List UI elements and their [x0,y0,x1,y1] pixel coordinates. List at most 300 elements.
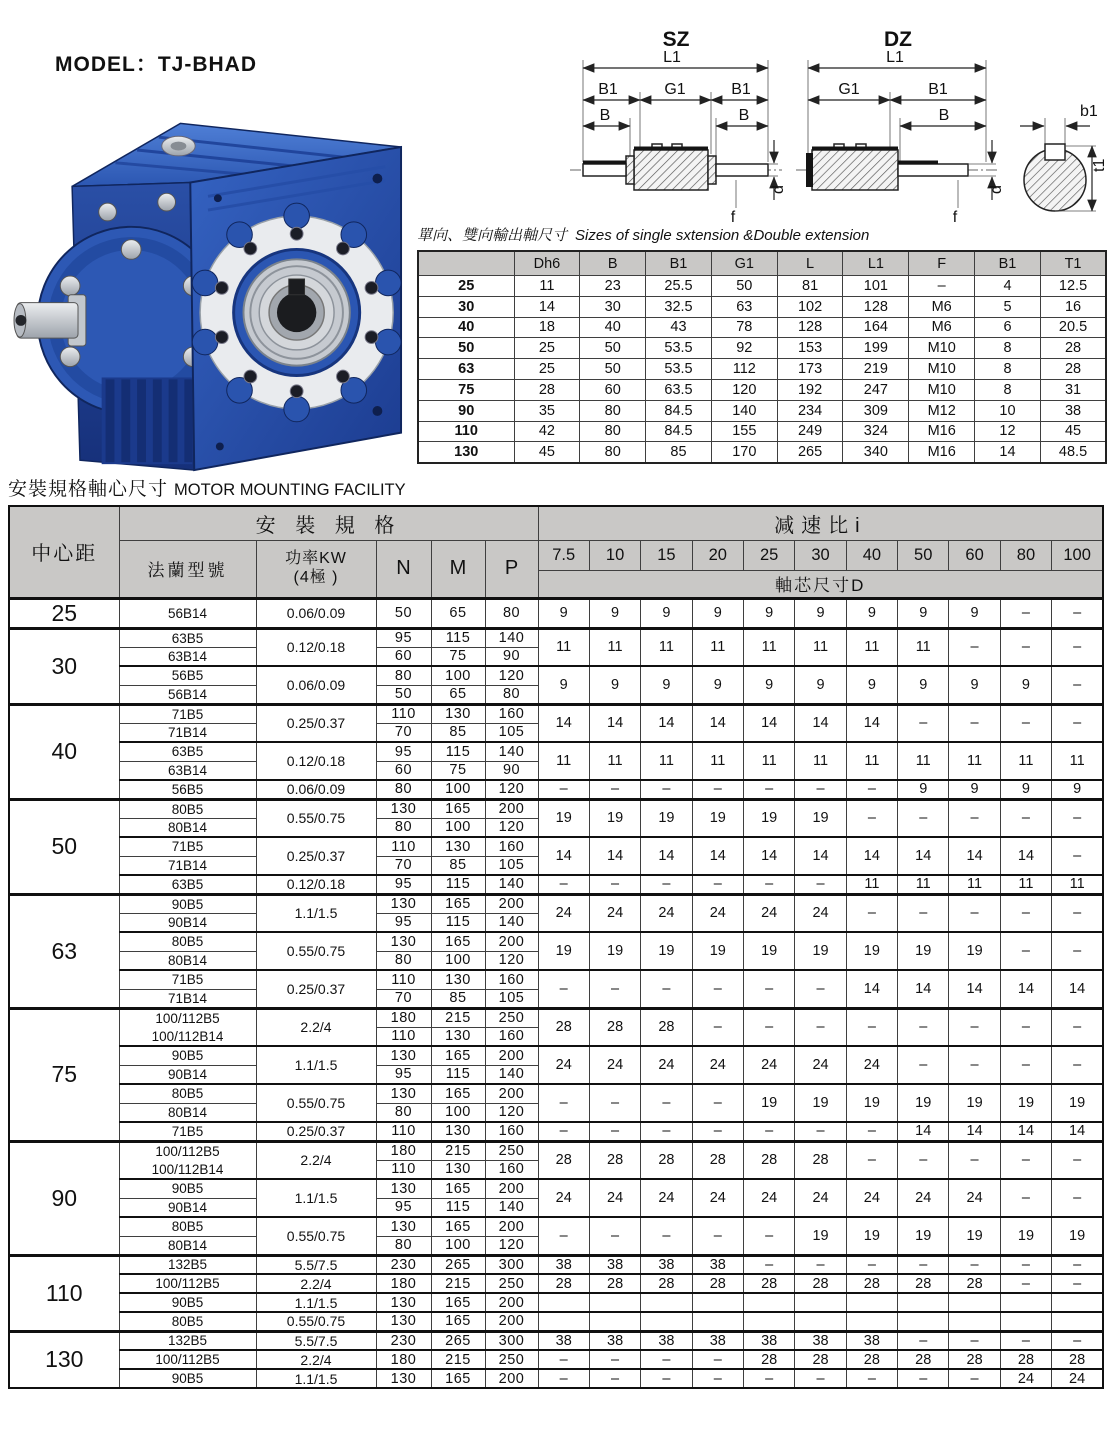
shaft-d-cell: 19 [1000,1217,1051,1255]
p-cell: 250 [485,1141,538,1160]
dim-cell: 11 [514,276,580,297]
p-cell: 160 [485,1027,538,1046]
shaft-d-cell: – [1052,932,1103,970]
m-cell: 100 [431,818,485,837]
dim-label-f: f [730,209,736,226]
n-cell: 95 [376,875,431,894]
p-cell: 120 [485,1103,538,1122]
shaft-d-cell: 28 [795,1350,846,1369]
p-cell: 200 [485,1312,538,1331]
dim-col-header: B1 [646,251,712,276]
dim-cell: 53.5 [646,338,712,359]
col-header-flange-type: 法蘭型號 [119,540,256,598]
p-cell: 90 [485,647,538,666]
shaft-d-cell: 38 [589,1255,640,1274]
col-header-center-distance: 中心距 [9,506,119,598]
shaft-d-cell: 14 [1000,1122,1051,1141]
power-kw-cell: 2.2/4 [256,1141,376,1179]
m-cell: 215 [431,1274,485,1293]
dim-label-l1: L1 [663,49,681,66]
dim-cell: 78 [711,317,777,338]
shaft-d-cell: 28 [538,1141,589,1179]
shaft-d-cell: 9 [641,598,692,628]
dim-row-label: 30 [418,296,514,317]
dim-cell: 5 [975,296,1041,317]
shaft-d-cell: – [1052,666,1103,704]
shaft-d-cell: – [641,780,692,799]
center-distance-cell: 40 [9,704,119,799]
shaft-d-cell: – [641,1369,692,1388]
dim-row-label: 75 [418,379,514,400]
shaft-d-cell: 24 [692,1179,743,1217]
dim-row [418,400,1106,421]
mounting-table-row [9,970,1103,989]
col-header-shaft-size-d: 軸芯尺寸D [538,570,1103,598]
power-kw-cell: 1.1/1.5 [256,894,376,932]
dim-cell: 28 [514,379,580,400]
shaft-d-cell: 24 [743,1046,794,1084]
shaft-d-cell: 24 [538,1046,589,1084]
shaft-d-cell: – [589,1084,640,1122]
power-kw-cell: 0.25/0.37 [256,1122,376,1141]
n-cell: 70 [376,723,431,742]
shaft-d-cell: 38 [538,1255,589,1274]
flange-type-cell: 63B14 [119,761,256,780]
shaft-d-cell: – [743,1369,794,1388]
dim-cell: 35 [514,400,580,421]
m-cell: 100 [431,1103,485,1122]
shaft-d-cell [589,1293,640,1312]
p-cell: 200 [485,1217,538,1236]
shaft-d-cell: 11 [846,742,897,780]
mounting-table-row [9,1122,1103,1141]
shaft-d-cell: 24 [949,1179,1000,1217]
flange-type-cell: 80B14 [119,1103,256,1122]
ratio-col-header: 15 [641,540,692,570]
p-cell: 160 [485,1160,538,1179]
shaft-d-cell: 14 [743,837,794,875]
p-cell: 80 [485,685,538,704]
n-cell: 180 [376,1008,431,1027]
dim-label-g1: G1 [838,81,860,98]
flange-type-cell: 71B14 [119,989,256,1008]
dim-cell: 25.5 [646,276,712,297]
shaft-d-cell: 19 [898,932,949,970]
shaft-d-cell: – [589,1369,640,1388]
col-header-m: M [431,540,485,598]
shaft-d-cell: 28 [692,1274,743,1293]
shaft-d-cell: 24 [538,894,589,932]
shaft-d-cell: – [692,1084,743,1122]
n-cell: 95 [376,628,431,647]
shaft-d-cell: 11 [795,628,846,666]
shaft-d-cell: – [795,970,846,1008]
shaft-d-cell: 14 [1052,1122,1103,1141]
n-cell: 110 [376,970,431,989]
shaft-d-cell [1000,1293,1051,1312]
shaft-d-cell: 19 [795,1217,846,1255]
n-cell: 80 [376,1103,431,1122]
shaft-d-cell: 14 [898,970,949,1008]
flange-type-cell: 80B5 [119,932,256,951]
shaft-d-cell: – [1052,1274,1103,1293]
shaft-d-cell: – [692,1369,743,1388]
shaft-d-cell: 11 [743,742,794,780]
n-cell: 180 [376,1274,431,1293]
mounting-table-row [9,1331,1103,1350]
shaft-d-cell: 19 [898,1217,949,1255]
shaft-d-cell: 19 [538,932,589,970]
dim-cell: 102 [777,296,843,317]
shaft-d-cell: 11 [1052,742,1103,780]
dim-cell: 16 [1040,296,1106,317]
shaft-d-cell: 28 [641,1141,692,1179]
dim-row [418,359,1106,380]
dim-cell: 247 [843,379,909,400]
shaft-d-cell: – [743,1217,794,1255]
shaft-d-cell: 19 [846,932,897,970]
shaft-d-cell: 11 [641,628,692,666]
dim-cell: 10 [975,400,1041,421]
mounting-table-row [9,1179,1103,1198]
shaft-d-cell [795,1312,846,1331]
n-cell: 80 [376,1236,431,1255]
shaft-d-cell: 14 [641,837,692,875]
m-cell: 75 [431,761,485,780]
m-cell: 215 [431,1008,485,1027]
shaft-d-cell: 19 [846,1084,897,1122]
shaft-d-cell: 38 [589,1331,640,1350]
shaft-d-cell: – [949,628,1000,666]
flange-type-cell: 80B5 [119,1312,256,1331]
shaft-d-cell: – [1000,799,1051,837]
dim-cell: 80 [580,442,646,463]
dim-cell: 40 [580,317,646,338]
power-kw-cell: 0.55/0.75 [256,1217,376,1255]
n-cell: 70 [376,856,431,875]
dim-col-header: G1 [711,251,777,276]
p-cell: 105 [485,723,538,742]
dim-label-f: f [952,209,958,226]
shaft-d-cell [589,1312,640,1331]
dim-corner-cell [418,251,514,276]
shaft-d-cell: 24 [795,1046,846,1084]
shaft-d-cell: 19 [589,932,640,970]
ratio-col-header: 50 [898,540,949,570]
shaft-d-cell: 38 [641,1331,692,1350]
center-distance-cell: 63 [9,894,119,1008]
shaft-d-cell: 11 [846,628,897,666]
shaft-d-cell: 14 [538,704,589,742]
shaft-d-cell: – [538,1350,589,1369]
shaft-d-cell: – [898,704,949,742]
shaft-d-cell: – [1052,1141,1103,1179]
shaft-d-cell: 11 [692,742,743,780]
dim-row-label: 130 [418,442,514,463]
shaft-d-cell: 9 [641,666,692,704]
flange-type-cell: 80B5 [119,1084,256,1103]
power-kw-cell: 0.55/0.75 [256,932,376,970]
shaft-d-cell: – [949,1369,1000,1388]
shaft-d-cell: – [846,894,897,932]
mounting-table-row [9,799,1103,818]
shaft-d-cell: – [641,875,692,894]
ratio-col-header: 80 [1000,540,1051,570]
flange-type-cell: 90B5 [119,1179,256,1198]
shaft-d-cell: 19 [743,799,794,837]
mounting-table-row [9,1293,1103,1312]
shaft-d-cell: – [898,799,949,837]
col-header-power-kw: 功率KW (4極 ) [256,540,376,598]
shaft-d-cell: 24 [538,1179,589,1217]
flange-type-cell: 63B5 [119,742,256,761]
shaft-d-cell: 9 [743,598,794,628]
dim-cell: M16 [909,421,975,442]
output-bearing [234,249,360,375]
shaft-d-cell: – [1052,1008,1103,1046]
dim-cell: 120 [711,379,777,400]
oil-plug [162,136,195,156]
n-cell: 110 [376,1160,431,1179]
shaft-d-cell: – [1052,628,1103,666]
shaft-d-cell [641,1312,692,1331]
shaft-d-cell: – [898,894,949,932]
shaft-d-cell: – [641,1084,692,1122]
shaft-d-cell: 11 [538,628,589,666]
m-cell: 165 [431,1084,485,1103]
shaft-d-cell: 24 [589,894,640,932]
n-cell: 130 [376,932,431,951]
shaft-d-cell [898,1293,949,1312]
dim-cell: 25 [514,338,580,359]
shaft-d-cell [692,1293,743,1312]
n-cell: 60 [376,761,431,780]
shaft-d-cell: – [538,1369,589,1388]
shaft-d-cell: – [846,799,897,837]
shaft-d-cell: – [1000,704,1051,742]
p-cell: 250 [485,1350,538,1369]
m-cell: 100 [431,951,485,970]
dim-cell: 84.5 [646,421,712,442]
shaft-d-cell: 14 [1052,970,1103,1008]
m-cell: 165 [431,932,485,951]
dim-col-header: L [777,251,843,276]
p-cell: 200 [485,1369,538,1388]
shaft-d-cell: 38 [692,1331,743,1350]
shaft-d-cell: 14 [898,1122,949,1141]
p-cell: 105 [485,989,538,1008]
dim-row [418,421,1106,442]
dim-cell: 50 [711,276,777,297]
dim-col-header: B [580,251,646,276]
dim-label-b1: B1 [598,81,618,98]
dim-cell: 80 [580,421,646,442]
shaft-d-cell: – [589,1217,640,1255]
dim-cell: 249 [777,421,843,442]
shaft-d-cell: 11 [641,742,692,780]
shaft-d-cell: – [795,780,846,799]
model-title: MODEL：TJ-BHAD [55,53,257,76]
flange-type-cell: 63B5 [119,628,256,647]
n-cell: 110 [376,837,431,856]
shaft-d-cell: 28 [846,1274,897,1293]
flange-type-cell: 80B14 [119,1236,256,1255]
power-kw-cell: 1.1/1.5 [256,1293,376,1312]
dim-label-d: d [988,185,1005,194]
center-distance-cell: 50 [9,799,119,894]
shaft-d-cell: 24 [1000,1369,1051,1388]
shaft-d-cell: 19 [949,1084,1000,1122]
dim-cell: 25 [514,359,580,380]
shaft-d-cell: – [1000,628,1051,666]
shaft-d-cell: 11 [538,742,589,780]
dim-cell: 164 [843,317,909,338]
m-cell: 100 [431,1236,485,1255]
shaft-d-cell: – [795,1255,846,1274]
p-cell: 200 [485,1046,538,1065]
mounting-table-row [9,1217,1103,1236]
shaft-d-cell: – [692,1217,743,1255]
dim-row [418,338,1106,359]
shaft-d-cell: – [589,780,640,799]
ratio-col-header: 10 [589,540,640,570]
shaft-d-cell [1052,1312,1103,1331]
shaft-d-cell: 28 [589,1274,640,1293]
shaft-d-cell: 9 [795,598,846,628]
m-cell: 265 [431,1255,485,1274]
dim-cell: 6 [975,317,1041,338]
shaft-d-cell: – [1000,1331,1051,1350]
shaft-d-cell: 19 [898,1084,949,1122]
shaft-d-cell: 14 [743,704,794,742]
dim-cell: 81 [777,276,843,297]
m-cell: 165 [431,1217,485,1236]
dim-cell: 42 [514,421,580,442]
mounting-table-row [9,704,1103,723]
shaft-d-cell: 19 [795,1084,846,1122]
shaft-d-cell: 19 [641,932,692,970]
center-distance-cell: 130 [9,1331,119,1388]
dim-cell: 12 [975,421,1041,442]
shaft-d-cell: 24 [743,1179,794,1217]
shaft-d-cell: – [846,1141,897,1179]
m-cell: 165 [431,894,485,913]
dim-cell: M12 [909,400,975,421]
shaft-d-cell: – [641,1217,692,1255]
shaft-d-cell: 28 [743,1350,794,1369]
shaft-d-cell: – [692,1350,743,1369]
flange-type-cell: 132B5 [119,1255,256,1274]
dim-cell: 8 [975,379,1041,400]
dim-cell: 32.5 [646,296,712,317]
shaft-d-cell: – [538,1217,589,1255]
dim-cell: 50 [580,359,646,380]
power-kw-cell: 5.5/7.5 [256,1331,376,1350]
dim-row-label: 50 [418,338,514,359]
shaft-d-cell [898,1312,949,1331]
dim-cell: 265 [777,442,843,463]
shaft-d-cell: 38 [795,1331,846,1350]
power-kw-cell: 2.2/4 [256,1274,376,1293]
shaft-d-cell [641,1293,692,1312]
power-kw-cell: 0.55/0.75 [256,1084,376,1122]
flange-type-cell: 63B14 [119,647,256,666]
dimension-drawings [568,22,1108,232]
dim-cell: 84.5 [646,400,712,421]
shaft-d-cell: 24 [898,1179,949,1217]
p-cell: 300 [485,1331,538,1350]
flange-type-cell: 56B5 [119,666,256,685]
n-cell: 130 [376,1179,431,1198]
dim-cell: 63 [711,296,777,317]
n-cell: 60 [376,647,431,666]
flange-type-cell: 100/112B14 [119,1160,256,1179]
dim-cell: 153 [777,338,843,359]
power-kw-cell: 1.1/1.5 [256,1179,376,1217]
flange-type-cell: 90B14 [119,1198,256,1217]
shaft-d-cell: – [1052,894,1103,932]
flange-type-cell: 56B14 [119,598,256,628]
dim-row-label: 63 [418,359,514,380]
shaft-d-cell [743,1312,794,1331]
shaft-d-cell: – [692,1122,743,1141]
p-cell: 90 [485,761,538,780]
dim-cell: 85 [646,442,712,463]
output-shaft [14,295,86,346]
dim-label-d: d [770,185,787,194]
flange-type-cell: 90B5 [119,1293,256,1312]
power-kw-cell: 1.1/1.5 [256,1046,376,1084]
p-cell: 160 [485,1122,538,1141]
shaft-d-cell: 28 [538,1008,589,1046]
shaft-d-cell: – [641,970,692,1008]
shaft-d-cell [846,1293,897,1312]
shaft-d-cell: 28 [898,1274,949,1293]
shaft-d-cell: 14 [641,704,692,742]
dim-cell: 128 [777,317,843,338]
p-cell: 200 [485,799,538,818]
shaft-d-cell: 28 [1000,1350,1051,1369]
shaft-d-cell: – [538,970,589,1008]
shaft-d-cell: 9 [846,598,897,628]
dim-cell: 60 [580,379,646,400]
flange-type-cell: 80B14 [119,818,256,837]
dz-title: DZ [884,28,912,51]
shaft-d-cell: – [1000,1179,1051,1217]
shaft-d-cell: – [1052,704,1103,742]
shaft-d-cell: 11 [898,742,949,780]
m-cell: 165 [431,1312,485,1331]
power-kw-cell: 0.25/0.37 [256,837,376,875]
dim-row [418,317,1106,338]
shaft-d-cell: 11 [949,742,1000,780]
m-cell: 65 [431,685,485,704]
dim-cell: 192 [777,379,843,400]
shaft-d-cell: – [1052,1331,1103,1350]
mounting-table-row [9,1369,1103,1388]
dim-col-header: B1 [975,251,1041,276]
shaft-d-cell: 19 [1000,1084,1051,1122]
shaft-d-cell: 28 [743,1141,794,1179]
center-distance-cell: 30 [9,628,119,704]
dim-cell: 50 [580,338,646,359]
shaft-d-cell: 9 [846,666,897,704]
shaft-d-cell: 14 [949,1122,1000,1141]
n-cell: 80 [376,780,431,799]
dim-cell: 23 [580,276,646,297]
ratio-col-header: 40 [846,540,897,570]
shaft-d-cell: 19 [1052,1217,1103,1255]
